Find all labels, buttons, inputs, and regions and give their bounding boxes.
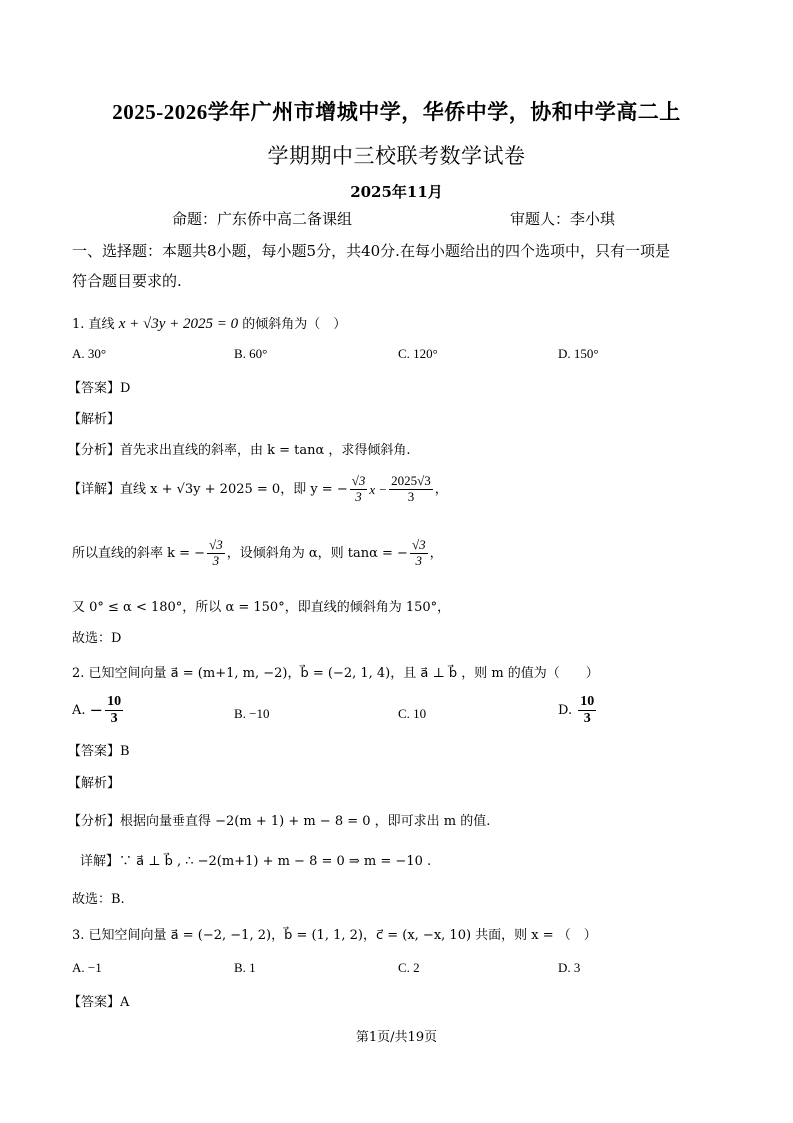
q2-detail: 详解】∵ a⃗ ⊥ b⃗ , ∴ −2(m+1) + m − 8 = 0 ⇒ m = −10 .	[80, 854, 432, 869]
q1-option-b: B. 60°	[234, 346, 268, 361]
section1-heading-cont: 符合题目要求的.	[72, 272, 182, 290]
q2-option-c: C. 10	[398, 706, 427, 721]
q1-slope-frac2: $\frac{√3}{3}$	[411, 537, 426, 568]
q3-stem: 3. 已知空间向量 a⃗ = (−2, −1, 2)，b⃗ = (1, 1, 2)，c⃗ = (x, −x, 10) 共面，则 x = （ ）	[72, 928, 597, 943]
q2-option-b: B. −10	[234, 706, 270, 721]
doc-setter: 命题：广东侨中高二备课组	[172, 210, 353, 228]
q3-option-a: A. −1	[72, 960, 102, 975]
q1-prefix: 1. 直线	[72, 317, 115, 332]
q2-choice: 故选：B.	[72, 892, 125, 907]
doc-title-line2: 学期期中三校联考数学试卷	[267, 144, 526, 168]
q1-analysis-tag: 【解析】	[68, 412, 121, 427]
doc-date: 2025年11月	[350, 183, 443, 201]
q1-detail-frac1: $\frac{√3}{3}$	[351, 473, 366, 504]
q2-option-a: A. − $\frac{10}{3}$	[72, 694, 122, 727]
q2-answer: 【答案】B	[68, 744, 130, 759]
page-footer: 第1页/共19页	[355, 1030, 438, 1045]
q1-fenxi: 【分析】首先求出直线的斜率，由 k = tanα ，求得倾斜角.	[68, 443, 411, 458]
q1-detail-prefix: 【详解】直线 x + √3y + 2025 = 0，即 y = −	[68, 481, 348, 497]
q1-range: 又 0° ≤ α < 180°，所以 α = 150°，即直线的倾斜角为 150°，	[72, 600, 451, 615]
q2-fenxi: 【分析】根据向量垂直得 −2(m + 1) + m − 8 = 0 ，即可求出 m 的值.	[68, 814, 491, 829]
q1-equation: x + √3y + 2025 = 0	[118, 316, 239, 332]
q2-analysis-tag: 【解析】	[68, 776, 121, 791]
q1-slope-prefix: 所以直线的斜率 k = −	[72, 545, 206, 561]
q3-option-b: B. 1	[234, 960, 256, 975]
q2-stem: 2. 已知空间向量 a⃗ = (m+1, m, −2)，b⃗ = (−2, 1, 4)，且 a⃗ ⊥ b⃗ ，则 m 的值为（ ）	[72, 666, 599, 681]
q1-slope-frac1: $\frac{√3}{3}$	[209, 537, 223, 568]
q1-option-a: A. 30°	[72, 346, 107, 361]
q3-option-d: D. 3	[558, 960, 581, 975]
q1-stem	[72, 313, 346, 333]
q3-answer: 【答案】A	[68, 995, 130, 1010]
q1-suffix: 的倾斜角为（ ）	[242, 317, 347, 332]
q2-option-d: D. $\frac{10}{3}$	[558, 694, 595, 727]
q1-slope-mid: ，设倾斜角为 α，则 tanα = −	[226, 545, 408, 561]
doc-title-line1: 2025-2026学年广州市增城中学，华侨中学，协和中学高二上	[112, 100, 681, 124]
doc-reviewer: 审题人：李小琪	[510, 210, 616, 228]
q1-detail-frac2: $\frac{2025√3}{3}$	[391, 473, 431, 504]
q1-option-d: D. 150°	[558, 346, 599, 361]
q3-option-c: C. 2	[398, 960, 420, 975]
q1-detail-mid: x −	[369, 481, 388, 497]
q1-choice: 故选：D	[72, 631, 122, 646]
q1-answer: 【答案】D	[68, 381, 131, 396]
q1-option-c: C. 120°	[398, 346, 438, 361]
q1-slope: 所以直线的斜率 k = − $\frac{√3}{3}$ ，设倾斜角为 α，则 tanα = − $\frac{√3}{3}$ ，	[72, 537, 443, 568]
q1-detail: 【详解】直线 x + √3y + 2025 = 0，即 y = − $\frac{√3}{3}$ x − $\frac{2025√3}{3}$ ，	[68, 473, 448, 504]
section1-heading: 一、选择题：本题共8小题，每小题5分，共40分.在每小题给出的四个选项中，只有一项是	[72, 242, 670, 260]
